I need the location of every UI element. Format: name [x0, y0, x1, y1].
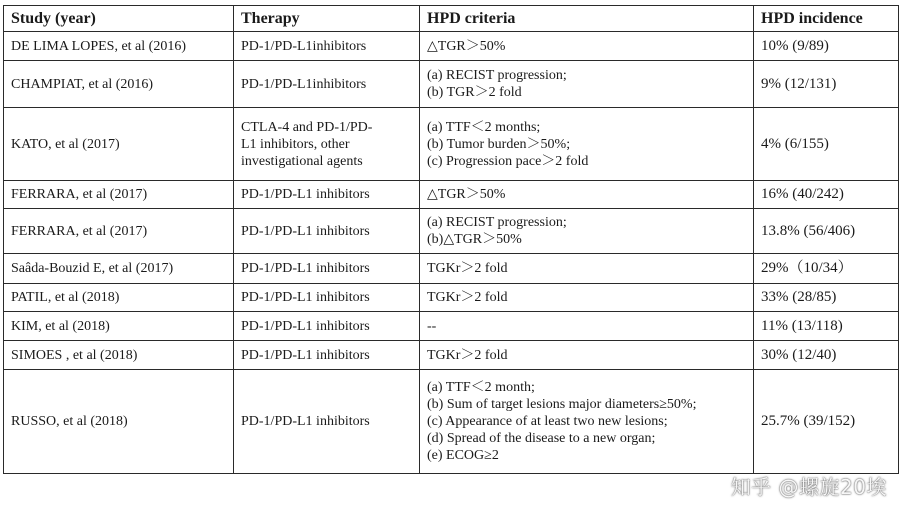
incidence-text: 10% (9/89) — [761, 37, 829, 54]
cell-criteria — [420, 32, 754, 61]
cell-incidence — [754, 254, 899, 284]
therapy-line: PD-1/PD-L1inhibitors — [241, 38, 367, 54]
criteria-line: (c) Progression pace＞2 fold — [427, 153, 589, 169]
cell-study — [4, 341, 234, 370]
cell-therapy — [234, 181, 420, 209]
criteria-line: TGKr＞2 fold — [427, 290, 508, 305]
criteria-line: (c) Appearance of at least two new lesions; — [427, 414, 668, 429]
header-hpd-criteria: HPD criteria — [420, 6, 754, 32]
table-row — [4, 61, 899, 108]
incidence-text: 4% (6/155) — [761, 135, 829, 152]
study-text: FERRARA, et al (2017) — [11, 223, 148, 239]
criteria-line: (a) TTF＜2 months; — [427, 119, 541, 135]
therapy-line: PD-1/PD-L1 inhibitors — [241, 318, 370, 334]
cell-incidence — [754, 284, 899, 312]
table-row — [4, 312, 899, 341]
cell-criteria — [420, 254, 754, 284]
cell-incidence — [754, 341, 899, 370]
header-therapy: Therapy — [234, 6, 420, 32]
cell-study — [4, 32, 234, 61]
criteria-line: (b)△TGR＞50% — [427, 232, 522, 247]
therapy-line: investigational agents — [241, 153, 363, 169]
cell-criteria — [420, 312, 754, 341]
header-study-year: Study (year) — [4, 6, 234, 32]
cell-incidence — [754, 61, 899, 108]
criteria-line: △TGR＞50% — [427, 187, 506, 202]
criteria-line: (d) Spread of the disease to a new organ; — [427, 431, 656, 446]
cell-study — [4, 284, 234, 312]
table-header-row — [4, 6, 899, 32]
incidence-text: 16% (40/242) — [761, 186, 844, 202]
incidence-text: 11% (13/118) — [761, 317, 843, 334]
cell-incidence — [754, 209, 899, 254]
study-text: DE LIMA LOPES, et al (2016) — [11, 38, 186, 54]
therapy-line: PD-1/PD-L1 inhibitors — [241, 187, 370, 202]
cell-study — [4, 181, 234, 209]
study-text: PATIL, et al (2018) — [11, 290, 120, 305]
cell-therapy — [234, 108, 420, 181]
incidence-text: 30% (12/40) — [761, 346, 837, 363]
therapy-line: L1 inhibitors, other — [241, 136, 350, 152]
cell-study — [4, 254, 234, 284]
table-row — [4, 181, 899, 209]
cell-incidence — [754, 32, 899, 61]
study-text: Saâda-Bouzid E, et al (2017) — [11, 261, 174, 276]
incidence-text: 25.7% (39/152) — [761, 413, 856, 429]
table-row — [4, 284, 899, 312]
cell-incidence — [754, 108, 899, 181]
watermark: 知乎 @螺旋20埃 — [730, 475, 887, 499]
study-text: CHAMPIAT, et al (2016) — [11, 76, 154, 92]
cell-therapy — [234, 254, 420, 284]
incidence-text: 29%（10/34） — [761, 260, 853, 276]
study-text: FERRARA, et al (2017) — [11, 187, 148, 202]
cell-criteria — [420, 61, 754, 108]
therapy-line: PD-1/PD-L1inhibitors — [241, 76, 367, 92]
table-row — [4, 370, 899, 474]
table-row — [4, 209, 899, 254]
incidence-text: 13.8% (56/406) — [761, 222, 856, 239]
cell-study — [4, 312, 234, 341]
cell-therapy — [234, 61, 420, 108]
study-text: KIM, et al (2018) — [11, 318, 110, 334]
cell-criteria — [420, 341, 754, 370]
cell-criteria — [420, 108, 754, 181]
incidence-text: 9% (12/131) — [761, 75, 837, 92]
table-row — [4, 32, 899, 61]
cell-study — [4, 61, 234, 108]
cell-therapy — [234, 312, 420, 341]
therapy-line: PD-1/PD-L1 inhibitors — [241, 414, 370, 429]
criteria-line: (b) Tumor burden＞50%; — [427, 136, 571, 152]
cell-criteria — [420, 181, 754, 209]
table-row — [4, 254, 899, 284]
header-hpd-incidence: HPD incidence — [754, 6, 899, 32]
cell-incidence — [754, 312, 899, 341]
study-text: SIMOES , et al (2018) — [11, 347, 138, 363]
criteria-line: TGKr＞2 fold — [427, 261, 508, 276]
cell-incidence — [754, 370, 899, 474]
criteria-line: (e) ECOG≥2 — [427, 448, 499, 463]
table-row — [4, 341, 899, 370]
criteria-line: (b) Sum of target lesions major diameters≥50%; — [427, 397, 697, 412]
study-text: KATO, et al (2017) — [11, 136, 120, 152]
therapy-line: PD-1/PD-L1 inhibitors — [241, 223, 370, 239]
cell-study — [4, 209, 234, 254]
criteria-line: △TGR＞50% — [427, 38, 506, 54]
cell-therapy — [234, 370, 420, 474]
therapy-line: PD-1/PD-L1 inhibitors — [241, 290, 370, 305]
criteria-line: -- — [427, 318, 437, 334]
criteria-line: (a) TTF＜2 month; — [427, 380, 535, 395]
criteria-line: TGKr＞2 fold — [427, 347, 508, 363]
cell-criteria — [420, 370, 754, 474]
hpd-studies-table — [3, 5, 899, 474]
criteria-line: (a) RECIST progression; — [427, 68, 567, 83]
study-text: RUSSO, et al (2018) — [11, 414, 128, 429]
cell-criteria — [420, 284, 754, 312]
cell-study — [4, 108, 234, 181]
criteria-line: (b) TGR＞2 fold — [427, 85, 522, 100]
therapy-line: CTLA-4 and PD-1/PD- — [241, 119, 373, 135]
cell-study — [4, 370, 234, 474]
cell-therapy — [234, 32, 420, 61]
table-row — [4, 108, 899, 181]
criteria-line: (a) RECIST progression; — [427, 215, 567, 230]
cell-therapy — [234, 284, 420, 312]
therapy-line: PD-1/PD-L1 inhibitors — [241, 261, 370, 276]
cell-therapy — [234, 341, 420, 370]
cell-criteria — [420, 209, 754, 254]
cell-therapy — [234, 209, 420, 254]
incidence-text: 33% (28/85) — [761, 289, 837, 305]
cell-incidence — [754, 181, 899, 209]
therapy-line: PD-1/PD-L1 inhibitors — [241, 347, 370, 363]
